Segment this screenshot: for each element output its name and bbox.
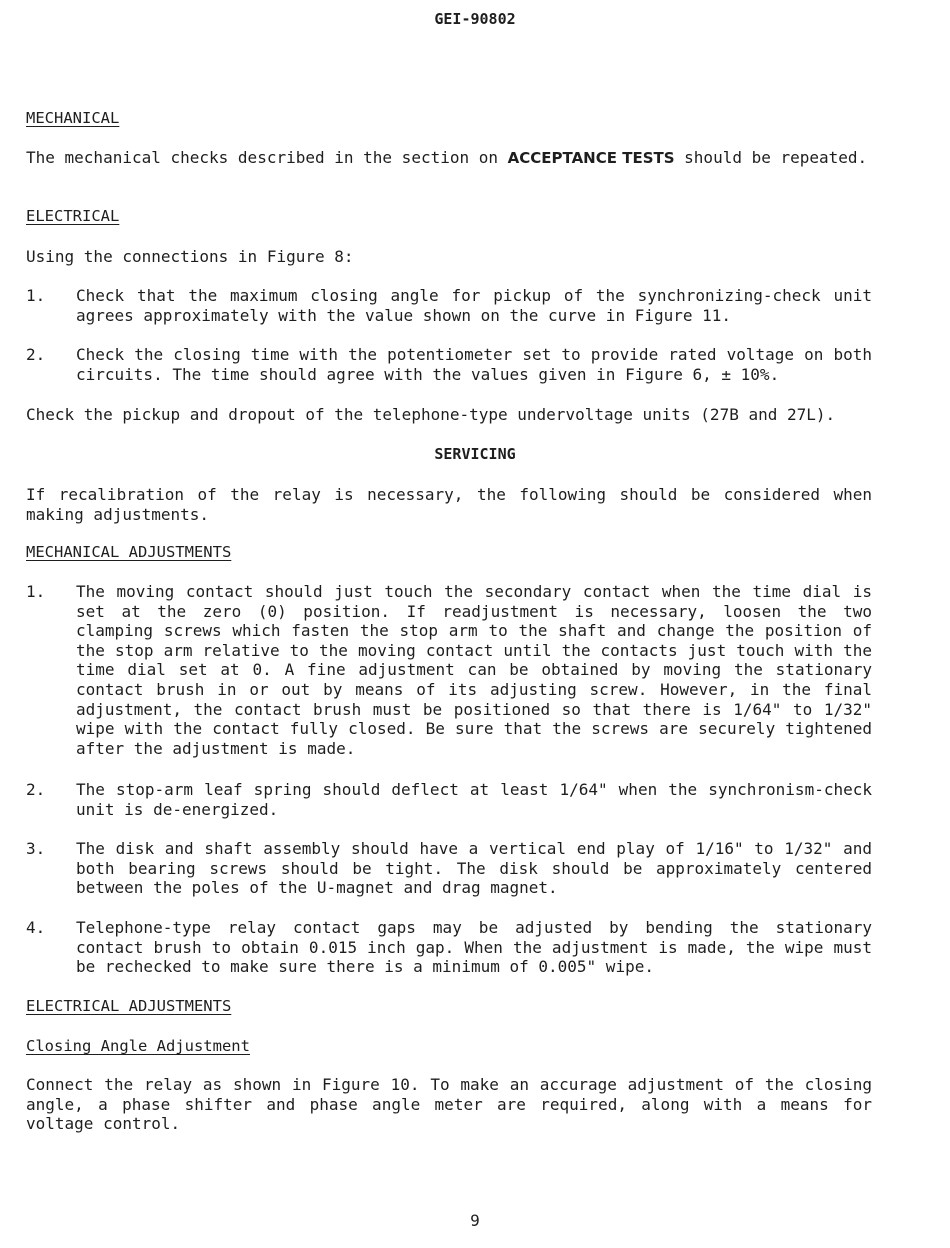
list-number: 4. <box>26 918 46 937</box>
page-number: 9 <box>470 1211 480 1230</box>
list-item-text: The disk and shaft assembly should have a vertical end play of 1/16" to 1/32" and both bearing screws should be tight. The disk should be approximately centered between the poles of the U-magnet and drag magnet. <box>76 839 872 898</box>
electrical-adjustments-heading: ELECTRICAL ADJUSTMENTS <box>26 997 232 1015</box>
list-item-text: Check that the maximum closing angle for pickup of the synchronizing-check unit agrees approximately with the value shown on the curve in Figure 11. <box>76 286 872 325</box>
list-number: 2. <box>26 780 46 799</box>
list-item-text: Check the closing time with the potentiometer set to provide rated voltage on both circuits. The time should agree with the values given in Figure 6, ± 10%. <box>76 345 872 384</box>
electrical-item-1 <box>26 286 872 325</box>
mech-adj-item-3 <box>26 839 872 898</box>
document-id: GEI-90802 <box>434 10 516 28</box>
mech-adj-item-1 <box>26 582 872 758</box>
mechanical-heading: MECHANICAL <box>26 109 120 127</box>
mech-adj-item-4 <box>26 918 872 977</box>
mech-adj-item-2 <box>26 780 872 819</box>
acceptance-tests-bold: ACCEPTANCE TESTS <box>507 149 675 167</box>
electrical-item-2 <box>26 345 872 384</box>
servicing-intro: If recalibration of the relay is necessary, the following should be considered when making adjustments. <box>26 485 872 524</box>
electrical-closing: Check the pickup and dropout of the telephone-type undervoltage units (27B and 27L). <box>26 405 836 424</box>
mechanical-text-before: The mechanical checks described in the section on <box>26 148 508 167</box>
electrical-heading: ELECTRICAL <box>26 207 120 225</box>
closing-angle-subheading: Closing Angle Adjustment <box>26 1037 250 1055</box>
mechanical-text-after: should be repeated. <box>674 148 868 167</box>
list-number: 1. <box>26 286 46 305</box>
list-number: 2. <box>26 345 46 364</box>
list-number: 3. <box>26 839 46 858</box>
electrical-intro: Using the connections in Figure 8: <box>26 247 354 266</box>
list-item-text: The moving contact should just touch the secondary contact when the time dial is set at the zero (0) position. If readjustment is necessary, loosen the two clamping screws which fasten the stop arm to the shaft and change the position of the stop arm relative to the moving contact until the contacts just touch with the time dial set at 0. A fine adjustment can be obtained by moving the stationary contact brush in or out by means of its adjusting screw. However, in the final adjustment, the contact brush must be positioned so that there is 1/64" to 1/32" wipe with the contact fully closed. Be sure that the screws are securely tightened after the adjustment is made. <box>76 582 872 758</box>
list-number: 1. <box>26 582 46 601</box>
mechanical-paragraph <box>26 148 872 169</box>
servicing-title: SERVICING <box>434 445 516 463</box>
list-item-text: Telephone-type relay contact gaps may be adjusted by bending the stationary contact brush to obtain 0.015 inch gap. When the adjustment is made, the wipe must be rechecked to make sure there is a minimum of 0.005" wipe. <box>76 918 872 977</box>
closing-angle-paragraph: Connect the relay as shown in Figure 10. To make an accurage adjustment of the closing angle, a phase shifter and phase angle meter are required, along with a means for voltage control. <box>26 1075 872 1134</box>
list-item-text: The stop-arm leaf spring should deflect at least 1/64" when the synchronism-check unit is de-energized. <box>76 780 872 819</box>
mechanical-adjustments-heading: MECHANICAL ADJUSTMENTS <box>26 543 232 561</box>
